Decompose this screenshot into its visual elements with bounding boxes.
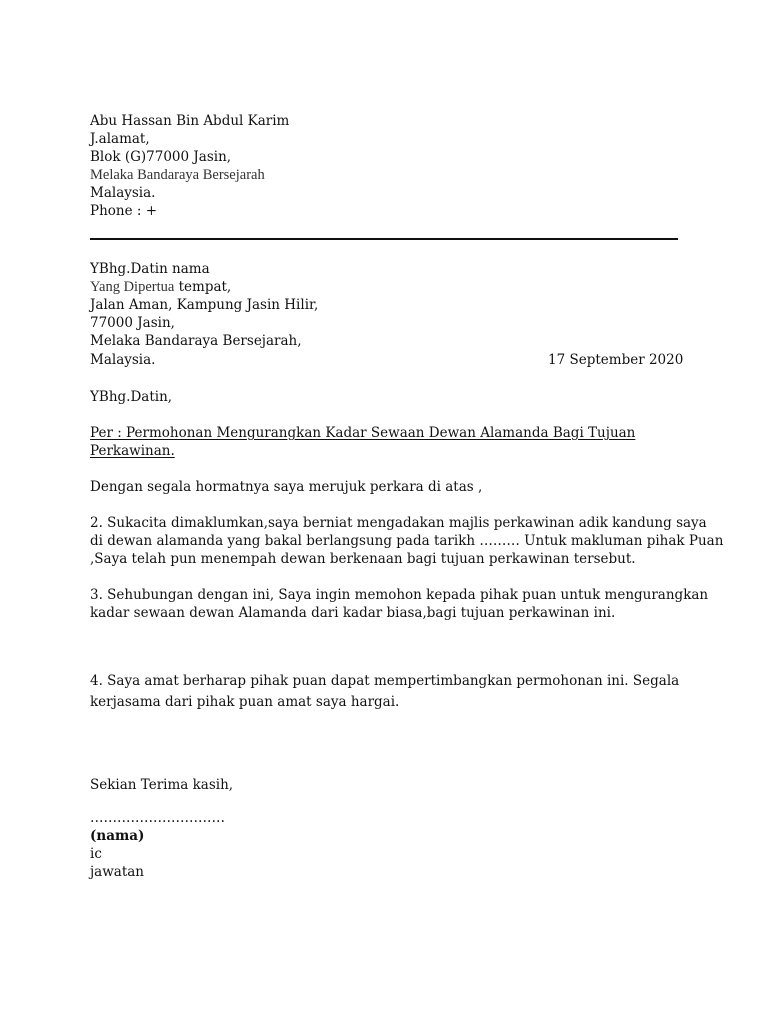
sender-address-line2: Blok (G)77000 Jasin, [90,149,232,165]
sender-country: Malaysia. [90,185,156,201]
recipient-address-line3: Melaka Bandaraya Bersejarah, [90,333,302,349]
recipient-title-part1: Yang Dipertua [90,279,175,295]
sender-address-line3: Melaka Bandaraya Bersejarah [90,167,265,183]
sender-name: Abu Hassan Bin Abdul Karim [90,113,290,129]
closing-position: jawatan [90,864,145,880]
letter-date: 17 September 2020 [548,352,684,368]
salutation: YBhg.Datin, [90,389,173,405]
sender-address-line1: J.alamat, [90,131,150,147]
body-para3-line1: 3. Sehubungan dengan ini, Saya ingin memohon kepada pihak puan untuk mengurangkan [90,587,709,603]
signature-line: ………………………… [90,810,225,826]
closing-ic: ic [90,846,102,862]
body-para4-line1: 4. Saya amat berharap pihak puan dapat mempertimbangkan permohonan ini. Segala [90,673,680,689]
body-opening: Dengan segala hormatnya saya merujuk perkara di atas , [90,479,483,495]
recipient-name: YBhg.Datin nama [90,261,210,277]
recipient-country: Malaysia. [90,352,156,368]
recipient-title [90,278,231,296]
body-para3-line2: kadar sewaan dewan Alamanda dari kadar biasa,bagi tujuan perkawinan ini. [90,605,616,621]
body-para2-line2: di dewan alamanda yang bakal berlangsung pada tarikh ……… Untuk makluman pihak Puan [90,533,724,549]
recipient-address-line1: Jalan Aman, Kampung Jasin Hilir, [90,297,319,313]
body-para2-line3: ,Saya telah pun menempah dewan berkenaan bagi tujuan perkawinan tersebut. [90,551,636,567]
subject-line2: Perkawinan. [90,443,175,459]
recipient-title-part2: tempat, [174,279,232,295]
sender-phone: Phone : + [90,203,158,219]
closing-name: (nama) [90,828,145,844]
closing-sign-off: Sekian Terima kasih, [90,777,234,793]
subject-line1: Per : Permohonan Mengurangkan Kadar Sewaan Dewan Alamanda Bagi Tujuan [90,425,636,441]
body-para2-line1: 2. Sukacita dimaklumkan,saya berniat mengadakan majlis perkawinan adik kandung saya [90,515,707,531]
body-para4-line2: kerjasama dari pihak puan amat saya hargai. [90,694,400,710]
header-divider [90,238,678,240]
recipient-address-line2: 77000 Jasin, [90,315,175,331]
